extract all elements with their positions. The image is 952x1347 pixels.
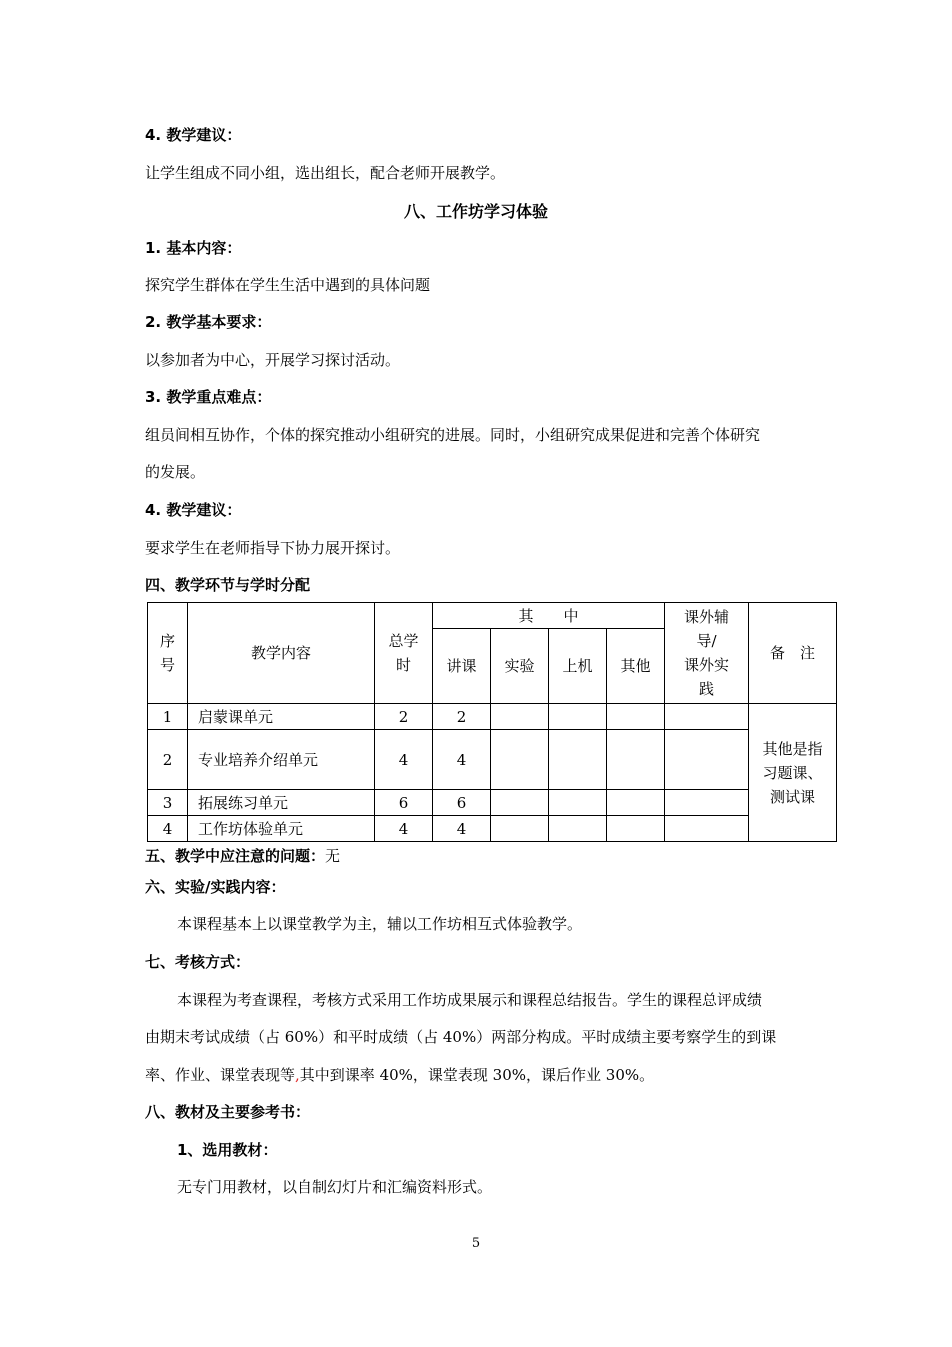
cell-lecture: 2 (433, 704, 491, 730)
cell-experiment (491, 704, 549, 730)
header-seq: 序 号 (148, 603, 188, 704)
cell-extra (665, 704, 749, 730)
part5-line (145, 845, 340, 866)
part6-text: 本课程基本上以课堂教学为主，辅以工作坊相互式体验教学。 (177, 915, 583, 933)
header-total-hours: 总学 时 (375, 603, 433, 704)
cell-computer (549, 816, 607, 842)
sec8-3-text-line1: 组员间相互协作，个体的探究推动小组研究的进展。同时，小组研究成果促进和完善个体研究 (145, 426, 761, 444)
part5-heading: 五、教学中应注意的问题： (145, 847, 326, 865)
cell-lecture: 6 (433, 790, 491, 816)
sec8-4-text: 要求学生在老师指导下协力展开探讨。 (145, 539, 401, 557)
cell-seq: 4 (148, 816, 188, 842)
cell-other (607, 730, 665, 790)
sec8-4-heading: 4. 教学建议： (145, 501, 242, 519)
cell-computer (549, 790, 607, 816)
part7-line1: 本课程为考查课程，考核方式采用工作坊成果展示和课程总结报告。学生的课程总评成绩 (177, 991, 763, 1009)
header-lecture: 讲课 (433, 629, 491, 704)
cell-remark: 其他是指 习题课、 测试课 (749, 704, 837, 842)
cell-total: 2 (375, 704, 433, 730)
part7-line2: 由期末考试成绩（占 60%）和平时成绩（占 40%）两部分构成。平时成绩主要考察学生的到课 (145, 1028, 777, 1046)
part7-line3-mark: , (295, 1066, 300, 1084)
cell-lecture: 4 (433, 816, 491, 842)
page-number: 5 (471, 1236, 481, 1251)
cell-computer (549, 730, 607, 790)
part7-heading: 七、考核方式： (145, 953, 251, 971)
sec7-4-text: 让学生组成不同小组，选出组长，配合老师开展教学。 (145, 164, 506, 182)
table-row (148, 730, 837, 790)
part8-heading: 八、教材及主要参考书： (145, 1103, 311, 1121)
cell-content: 工作坊体验单元 (188, 816, 375, 842)
cell-other (607, 790, 665, 816)
cell-content: 拓展练习单元 (188, 790, 375, 816)
cell-total: 4 (375, 730, 433, 790)
cell-experiment (491, 790, 549, 816)
table-row (148, 704, 837, 730)
header-content: 教学内容 (188, 603, 375, 704)
sec7-4-heading: 4. 教学建议： (145, 126, 242, 144)
part6-heading: 六、实验/实践内容： (145, 878, 286, 896)
part5-value: 无 (325, 847, 341, 865)
cell-seq: 3 (148, 790, 188, 816)
part7-line3 (145, 1064, 654, 1085)
cell-computer (549, 704, 607, 730)
sec8-1-text: 探究学生群体在学生生活中遇到的具体问题 (145, 276, 431, 294)
header-computer: 上机 (549, 629, 607, 704)
part8-1-text: 无专门用教材，以自制幻灯片和汇编资料形式。 (177, 1178, 493, 1196)
cell-other (607, 704, 665, 730)
sec8-2-text: 以参加者为中心，开展学习探讨活动。 (145, 351, 401, 369)
sec8-2-heading: 2. 教学基本要求： (145, 313, 272, 331)
header-other: 其他 (607, 629, 665, 704)
sec8-3-text-line2: 的发展。 (145, 463, 206, 481)
header-qizhong: 其 中 (433, 603, 665, 629)
sec8-3-heading: 3. 教学重点难点： (145, 388, 272, 406)
cell-content: 启蒙课单元 (188, 704, 375, 730)
sec8-title: 八、工作坊学习体验 (403, 202, 548, 221)
cell-extra (665, 790, 749, 816)
cell-experiment (491, 730, 549, 790)
part8-1-heading: 1、选用教材： (177, 1141, 278, 1159)
table-row (148, 790, 837, 816)
cell-experiment (491, 816, 549, 842)
sec8-1-heading: 1. 基本内容： (145, 239, 242, 257)
cell-other (607, 816, 665, 842)
cell-extra (665, 730, 749, 790)
part4-heading: 四、教学环节与学时分配 (145, 576, 311, 594)
part7-line3-a: 率、作业、课堂表现等 (145, 1066, 296, 1084)
cell-lecture: 4 (433, 730, 491, 790)
part7-line3-b: 其中到课率 40%，课堂表现 30%，课后作业 30%。 (299, 1066, 655, 1084)
header-extra-guidance: 课外辅 导/ 课外实 践 (665, 603, 749, 704)
cell-seq: 1 (148, 704, 188, 730)
header-remark: 备 注 (749, 603, 837, 704)
table-header-row-1 (148, 603, 837, 629)
cell-total: 6 (375, 790, 433, 816)
table-row (148, 816, 837, 842)
cell-extra (665, 816, 749, 842)
cell-content: 专业培养介绍单元 (188, 730, 375, 790)
cell-total: 4 (375, 816, 433, 842)
cell-seq: 2 (148, 730, 188, 790)
header-experiment: 实验 (491, 629, 549, 704)
schedule-table (147, 602, 837, 842)
